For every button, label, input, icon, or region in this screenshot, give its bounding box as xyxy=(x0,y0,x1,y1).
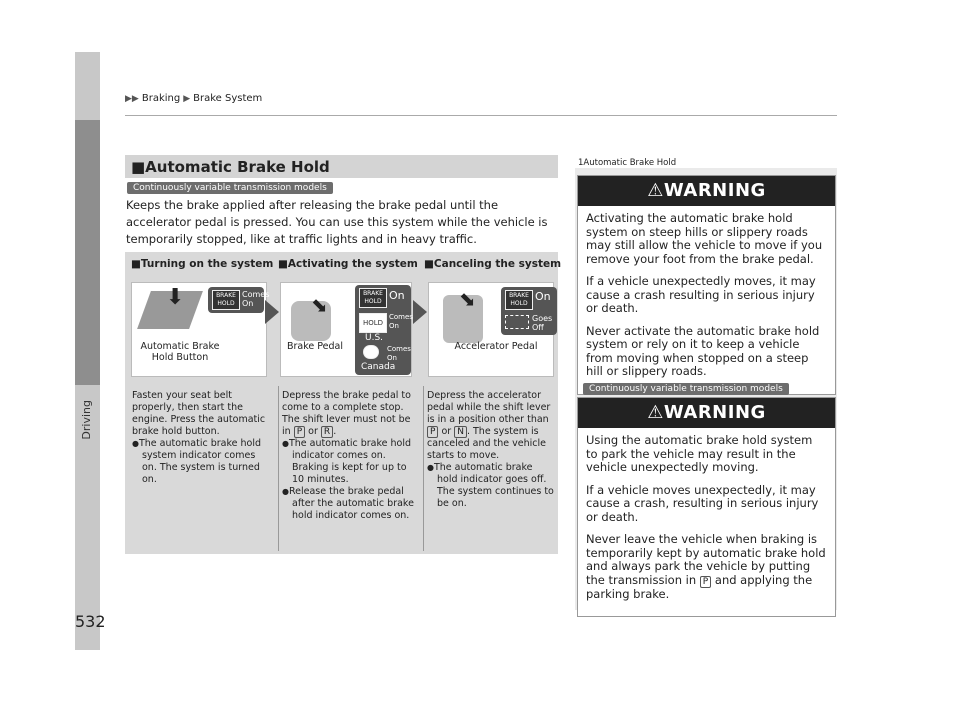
button-label: Automatic Brake Hold Button xyxy=(140,341,220,363)
warning-box xyxy=(577,397,836,617)
press-arrow-icon: ⬊ xyxy=(311,293,328,317)
press-arrow-icon: ⬊ xyxy=(459,287,476,311)
col-head-canceling: ■Canceling the system xyxy=(424,258,562,270)
warning-box xyxy=(577,175,836,395)
warning-paragraph: Activating the automatic brake hold system on steep hills or slippery roads may still allow the vehicle to move if you remove your foot from the brake pedal. xyxy=(586,211,823,266)
on-label: On xyxy=(535,290,551,303)
step-arrow-icon xyxy=(413,300,427,324)
sidebar-label: Driving xyxy=(80,400,93,440)
accelerator-pedal-label: Accelerator Pedal xyxy=(454,341,538,352)
bullet-item: ● The automatic brake hold indicator goes off. The system continues to be on. xyxy=(427,462,554,510)
illustration-accelerator xyxy=(428,282,554,377)
on-label: On xyxy=(389,289,405,302)
note-title: 1Automatic Brake Hold xyxy=(578,158,677,168)
warning-header: ⚠WARNING xyxy=(578,176,835,206)
col-head-turning-on: ■Turning on the system xyxy=(131,258,274,270)
bullet-item: ● Release the brake pedal after the automatic brake hold indicator comes on. xyxy=(282,486,420,522)
shift-p-icon: P xyxy=(700,576,711,588)
step-text-canceling: Depress the accelerator pedal while the shift lever is in a position other than P or N . The system is canceled and the vehicle starts to move. ● The automatic brake hold indicator goes off. The system continues to be on. xyxy=(427,390,554,510)
sidebar-tab-active xyxy=(75,120,100,385)
brake-hold-icon: BRAKE HOLD xyxy=(505,290,533,310)
illustration-brake-pedal xyxy=(280,282,412,377)
warning-paragraph: If a vehicle unexpectedly moves, it may cause a crash resulting in serious injury or death. xyxy=(586,274,816,315)
bullet-item: ● The automatic brake hold indicator comes on. Braking is kept for up to 10 minutes. xyxy=(282,438,420,486)
step-text-turning-on: Fasten your seat belt properly, then start the engine. Press the automatic brake hold button. ● The automatic brake hold system indicator comes on. The system is turned on. xyxy=(132,390,272,486)
warning-paragraph: Using the automatic brake hold system to park the vehicle may result in the vehicle unexpectedly moving. xyxy=(586,433,813,474)
breadcrumb xyxy=(125,93,262,104)
model-tag: Continuously variable transmission models xyxy=(583,383,789,395)
breadcrumb-item[interactable]: Braking xyxy=(141,93,181,104)
column-divider xyxy=(278,386,279,551)
header-divider xyxy=(125,115,837,116)
off-indicator-icon xyxy=(505,315,529,329)
shift-r-icon: R xyxy=(321,426,333,438)
press-arrow-icon: ⬇ xyxy=(166,285,185,310)
step-arrow-icon xyxy=(265,300,279,324)
warning-paragraph: If a vehicle moves unexpectedly, it may cause a crash, resulting in serious injury or death. xyxy=(586,482,819,524)
column-divider xyxy=(423,386,424,551)
intro-text: Keeps the brake applied after releasing the brake pedal until the accelerator pedal is pressed. You can use this system while the vehicle is temporarily stopped, like at traffic lights and in heavy traffic. xyxy=(126,198,548,246)
breadcrumb-arrow-icon: ▶▶ xyxy=(125,93,139,104)
warning-header: ⚠WARNING xyxy=(578,398,835,428)
brake-pedal-label: Brake Pedal xyxy=(287,341,343,352)
col-head-activating: ■Activating the system xyxy=(278,258,418,270)
shift-p-icon: P xyxy=(427,426,438,438)
brake-circle-icon xyxy=(363,345,379,359)
comes-on-label: Comes On xyxy=(242,290,270,308)
region-us-label: U.S. xyxy=(365,333,384,343)
warning-icon: ⚠ xyxy=(647,180,664,201)
brake-hold-icon: BRAKE HOLD xyxy=(212,290,240,310)
page-number: 532 xyxy=(75,612,106,631)
breadcrumb-item[interactable]: Brake System xyxy=(193,93,263,104)
bullet-item: ● The automatic brake hold system indicator comes on. The system is turned on. xyxy=(132,438,272,486)
warning-paragraph: Never activate the automatic brake hold system or rely on it to keep a vehicle from moving when stopped on a steep hill or slippery roads. xyxy=(586,323,820,378)
brake-hold-icon: BRAKE HOLD xyxy=(359,288,387,308)
breadcrumb-arrow-icon: ▶ xyxy=(183,93,191,104)
shift-p-icon: P xyxy=(294,426,305,438)
warning-icon: ⚠ xyxy=(647,402,664,423)
hold-icon: HOLD xyxy=(359,313,387,333)
region-canada-label: Canada xyxy=(361,362,396,372)
comes-on-label: Comes On xyxy=(389,313,413,330)
comes-on-label: Comes On xyxy=(387,345,411,362)
model-tag: Continuously variable transmission models xyxy=(127,182,333,194)
section-title: ■Automatic Brake Hold xyxy=(125,155,558,178)
shift-n-icon: N xyxy=(454,426,467,438)
goes-off-label: Goes Off xyxy=(532,314,553,332)
step-text-activating: Depress the brake pedal to come to a complete stop. The shift lever must not be in P or R . ● The automatic brake hold indicator comes on. Braking is kept for up to 10 minutes. ● Release the brake pedal after the automatic brake hold indicator comes on. xyxy=(282,390,420,522)
warning-paragraph: Never leave the vehicle when braking is temporarily kept by automatic brake hold and always park the vehicle by putting the transmission in P and applying the parking brake. xyxy=(586,532,826,601)
